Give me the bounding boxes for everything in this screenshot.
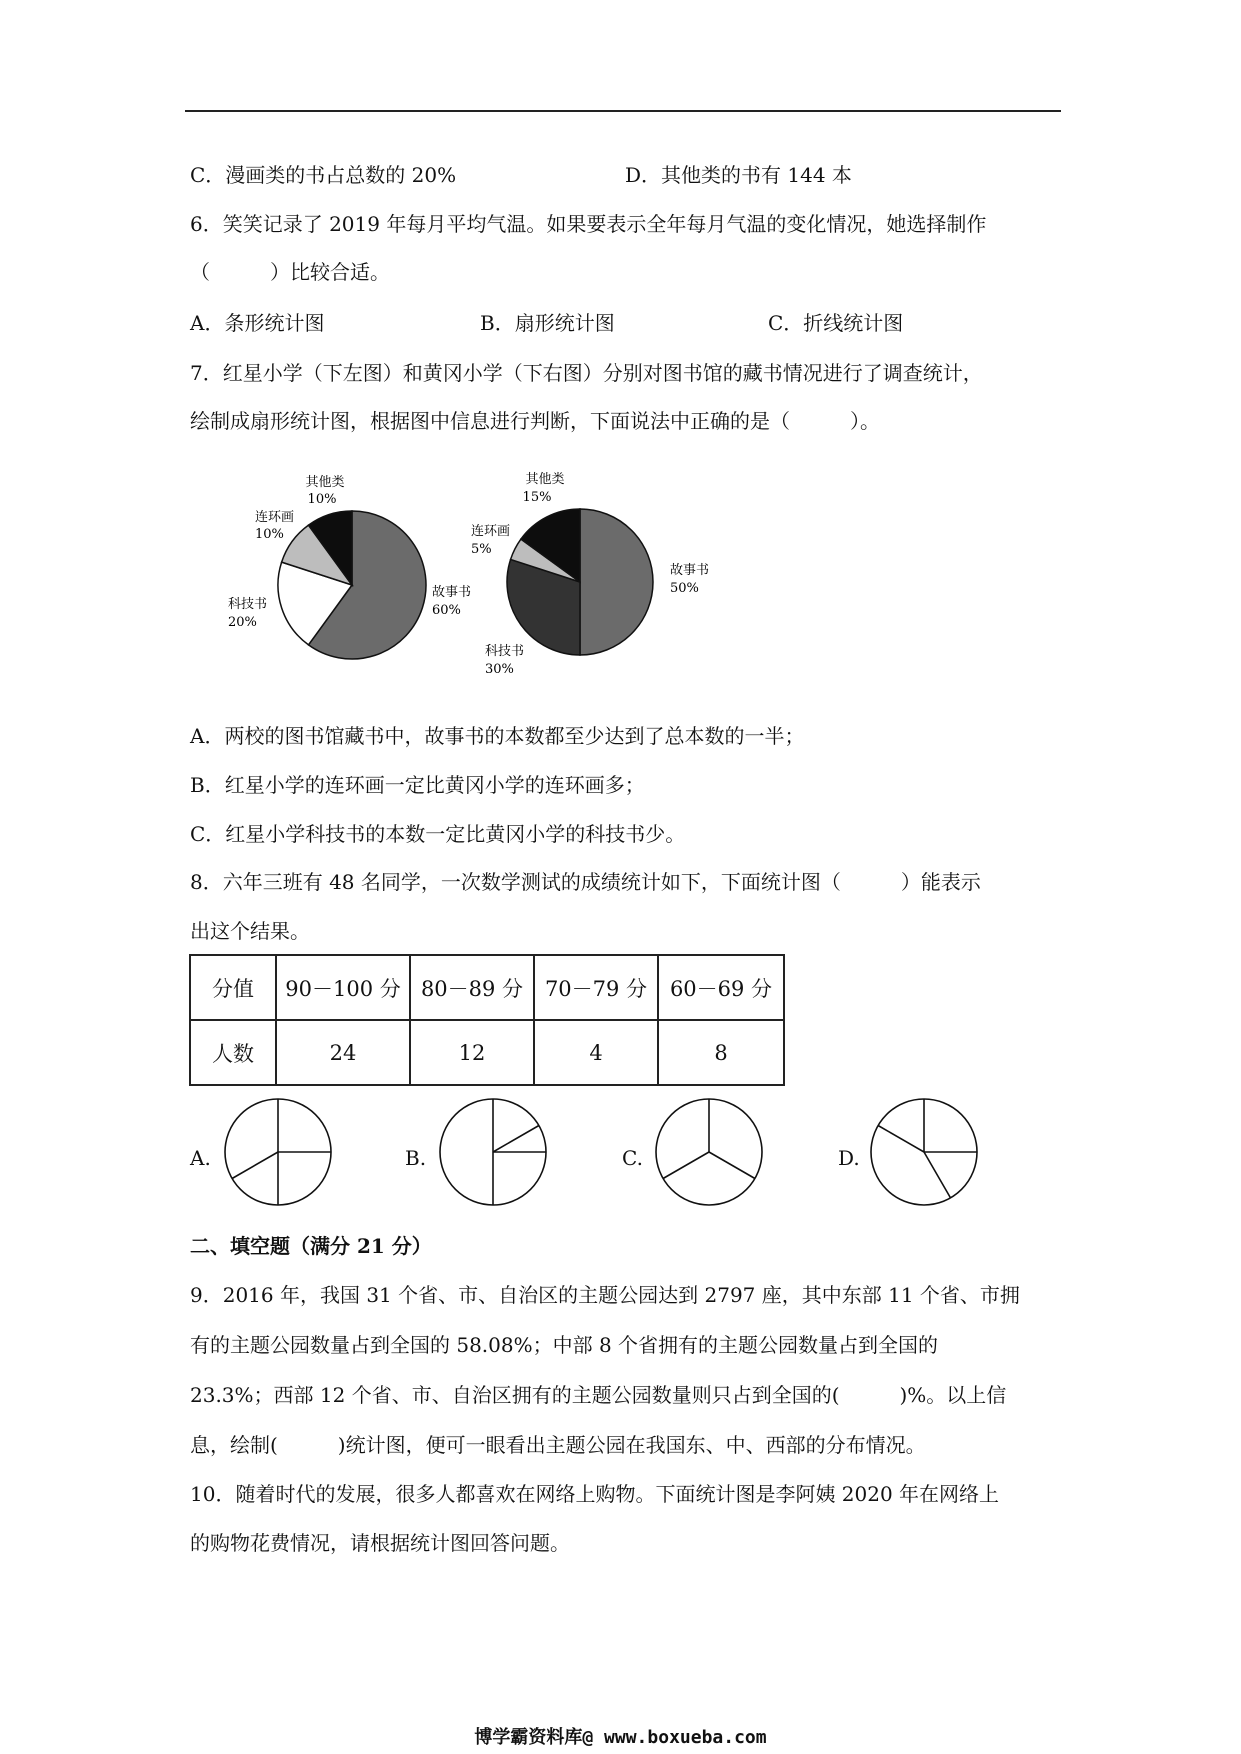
q7-option-c: C．红星小学科技书的本数一定比黄冈小学的科技书少。 bbox=[190, 822, 686, 846]
pie-hongxing bbox=[278, 511, 426, 659]
pie-huanggang bbox=[507, 509, 653, 655]
table-row bbox=[190, 1020, 784, 1085]
table-cell: 24 bbox=[276, 1020, 410, 1085]
left-pct-other: 10% bbox=[307, 492, 337, 507]
option-pie-3-radius-0 bbox=[878, 1126, 924, 1153]
q6-line1: 6．笑笑记录了 2019 年每月平均气温。如果要表示全年每月气温的变化情况，她选择制作 bbox=[190, 212, 987, 236]
q9-line3: 23.3%；西部 12 个省、市、自治区拥有的主题公园数量则只占到全国的( )%。以上信 bbox=[190, 1383, 1007, 1407]
q8-option-b-label: B. bbox=[405, 1146, 427, 1170]
left-label-tech: 科技书 bbox=[228, 597, 268, 612]
q6-option-a: A．条形统计图 bbox=[190, 311, 325, 335]
left-label-story: 故事书 bbox=[432, 585, 472, 600]
option-pie-3-radius-3 bbox=[924, 1152, 951, 1198]
right-pct-comic: 5% bbox=[471, 542, 492, 557]
right-pct-other: 15% bbox=[522, 490, 552, 505]
right-label-story: 故事书 bbox=[670, 563, 710, 578]
table-cell: 90－100 分 bbox=[276, 955, 410, 1020]
q10-line2: 的购物花费情况，请根据统计图回答问题。 bbox=[190, 1531, 570, 1555]
left-pct-tech: 20% bbox=[228, 615, 257, 630]
q8-line2: 出这个结果。 bbox=[190, 919, 310, 943]
table-cell: 70－79 分 bbox=[534, 955, 658, 1020]
q10-line1: 10．随着时代的发展，很多人都喜欢在网络上购物。下面统计图是李阿姨 2020 年在网络上 bbox=[190, 1482, 1000, 1506]
q5-option-c: C．漫画类的书占总数的 20% bbox=[190, 163, 457, 187]
right-pct-story: 50% bbox=[670, 581, 699, 596]
option-pie-1-radius-1 bbox=[493, 1126, 539, 1153]
q7-option-b: B．红星小学的连环画一定比黄冈小学的连环画多； bbox=[190, 773, 645, 797]
table-cell: 80－89 分 bbox=[410, 955, 534, 1020]
option-pie-2-radius-2 bbox=[663, 1152, 709, 1179]
table-cell: 4 bbox=[534, 1020, 658, 1085]
q6-option-c: C．折线统计图 bbox=[768, 311, 904, 335]
q5-option-d: D．其他类的书有 144 本 bbox=[625, 163, 852, 187]
q6-option-b: B．扇形统计图 bbox=[480, 311, 615, 335]
table-header-row bbox=[190, 955, 784, 1020]
left-pct-story: 60% bbox=[432, 603, 461, 618]
table-cell: 分值 bbox=[190, 955, 276, 1020]
table-cell: 人数 bbox=[190, 1020, 276, 1085]
table-cell: 12 bbox=[410, 1020, 534, 1085]
left-label-other: 其他类 bbox=[305, 475, 345, 490]
option-pie-0-radius-3 bbox=[232, 1152, 278, 1179]
section-title: 二、填空题（满分 21 分） bbox=[190, 1234, 432, 1258]
q7-option-a: A．两校的图书馆藏书中，故事书的本数都至少达到了总本数的一半； bbox=[190, 724, 805, 748]
right-label-tech: 科技书 bbox=[485, 644, 525, 659]
q8-option-pies bbox=[225, 1099, 977, 1205]
q8-option-a-label: A. bbox=[190, 1146, 211, 1170]
score-table bbox=[189, 954, 785, 1086]
option-pie-2-radius-1 bbox=[709, 1152, 755, 1179]
table-cell: 60－69 分 bbox=[658, 955, 784, 1020]
q8-line1: 8．六年三班有 48 名同学，一次数学测试的成绩统计如下，下面统计图（ ）能表示 bbox=[190, 870, 981, 894]
q8-option-c-label: C. bbox=[622, 1146, 643, 1170]
right-pct-tech: 30% bbox=[485, 662, 514, 677]
q9-line4: 息，绘制( )统计图，便可一眼看出主题公园在我国东、中、西部的分布情况。 bbox=[190, 1433, 926, 1457]
right-label-comic: 连环画 bbox=[471, 524, 511, 539]
q9-line1: 9．2016 年，我国 31 个省、市、自治区的主题公园达到 2797 座，其中东部 11 个省、市拥 bbox=[190, 1283, 1020, 1307]
q9-line2: 有的主题公园数量占到全国的 58.08%；中部 8 个省拥有的主题公园数量占到全国的 bbox=[190, 1333, 939, 1357]
footer-watermark: 博学霸资料库@ www.boxueba.com bbox=[474, 1727, 767, 1748]
left-label-comic: 连环画 bbox=[255, 510, 295, 525]
q7-line2: 绘制成扇形统计图，根据图中信息进行判断，下面说法中正确的是（ ）。 bbox=[190, 409, 880, 433]
q8-option-d-label: D. bbox=[838, 1146, 860, 1170]
left-pct-comic: 10% bbox=[255, 527, 284, 542]
table-cell: 8 bbox=[658, 1020, 784, 1085]
q6-line2: （ ）比较合适。 bbox=[190, 260, 390, 284]
right-pie-slice-0 bbox=[580, 509, 653, 655]
q7-line1: 7．红星小学（下左图）和黄冈小学（下右图）分别对图书馆的藏书情况进行了调查统计， bbox=[190, 361, 983, 385]
right-label-other: 其他类 bbox=[525, 472, 565, 487]
